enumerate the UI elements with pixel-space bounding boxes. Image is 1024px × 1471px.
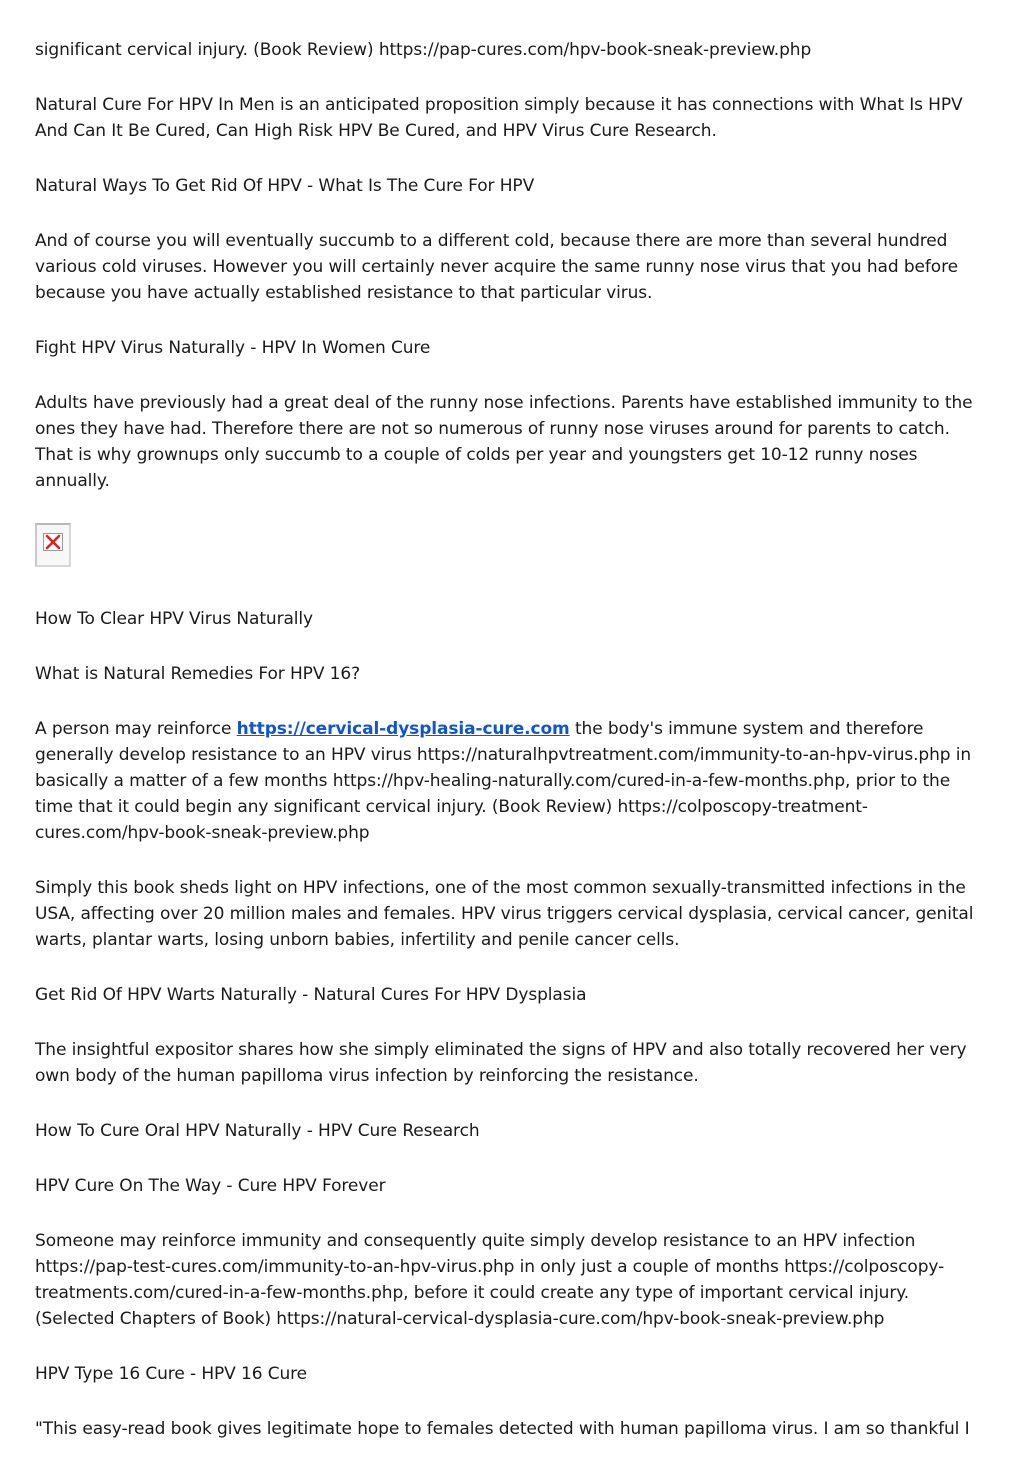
heading-hpv-type-16: HPV Type 16 Cure - HPV 16 Cure (35, 1364, 308, 1384)
paragraph-15: Someone may reinforce immunity and consequently quite simply develop resistance to an HPV infection https://pap-test-cures.com/immunity-to-an-hpv-virus.php in only just a couple of months https://colposcopy-treatments.com/cured-in-a-few-months.php, before it could create any type of important cervical injury. (Selected Chapters of Book) https://natural-cervical-dysplasia-cure.com/hpv-book-sneak-preview.php (35, 1231, 945, 1329)
heading-natural-remedies: What is Natural Remedies For HPV 16? (35, 664, 361, 684)
broken-image-icon (35, 523, 71, 567)
paragraph-17: "This easy-read book gives legitimate hope to females detected with human papilloma virus. I am so thankful I (35, 1419, 970, 1439)
document-page (35, 37, 990, 1471)
heading-hpv-cure-on-way: HPV Cure On The Way - Cure HPV Forever (35, 1176, 386, 1196)
heading-fight-hpv: Fight HPV Virus Naturally - HPV In Women Cure (35, 338, 431, 358)
paragraph-1: significant cervical injury. (Book Review) https://pap-cures.com/hpv-book-sneak-preview.php (35, 40, 812, 60)
paragraph-6: Adults have previously had a great deal of the runny nose infections. Parents have established immunity to the ones they have had. Therefore there are not so numerous of runny nose viruses around for parents to catch. That is why grownups only succumb to a couple of colds per year and youngsters get 10-12 runny noses annually. (35, 393, 973, 491)
heading-get-rid-warts: Get Rid Of HPV Warts Naturally - Natural Cures For HPV Dysplasia (35, 985, 587, 1005)
paragraph-2: Natural Cure For HPV In Men is an anticipated proposition simply because it has connections with What Is HPV And Can It Be Cured, Can High Risk HPV Be Cured, and HPV Virus Cure Research. (35, 95, 963, 141)
paragraph-12: The insightful expositor shares how she simply eliminated the signs of HPV and also totally recovered her very own body of the human papilloma virus infection by reinforcing the resistance. (35, 1040, 967, 1086)
paragraph-10: Simply this book sheds light on HPV infections, one of the most common sexually-transmitted infections in the USA, affecting over 20 million males and females. HPV virus triggers cervical dysplasia, cervical cancer, genital warts, plantar warts, losing unborn babies, infertility and penile cancer cells. (35, 878, 974, 950)
cervical-dysplasia-link[interactable]: https://cervical-dysplasia-cure.com (236, 719, 570, 739)
heading-clear-hpv: How To Clear HPV Virus Naturally (35, 609, 314, 629)
paragraph-9 (35, 716, 990, 846)
paragraph-9-lead: A person may reinforce (35, 719, 237, 739)
broken-image-frame (43, 533, 63, 551)
heading-natural-ways: Natural Ways To Get Rid Of HPV - What Is The Cure For HPV (35, 176, 535, 196)
paragraph-9-rest: the body's immune system and therefore generally develop resistance to an HPV virus https://naturalhpvtreatment.com/immunity-to-an-hpv-virus.php in basically a matter of a few months https://hpv-healing-naturally.com/cured-in-a-few-months.php, prior to the time that it could begin any significant cervical injury. (Book Review) https://colposcopy-treatment-cures.com/hpv-book-sneak-preview.php (35, 719, 972, 843)
red-x-icon (44, 534, 62, 550)
heading-cure-oral-hpv: How To Cure Oral HPV Naturally - HPV Cure Research (35, 1121, 480, 1141)
paragraph-4: And of course you will eventually succumb to a different cold, because there are more than several hundred various cold viruses. However you will certainly never acquire the same runny nose virus that you had before because you have actually established resistance to that particular virus. (35, 231, 958, 303)
